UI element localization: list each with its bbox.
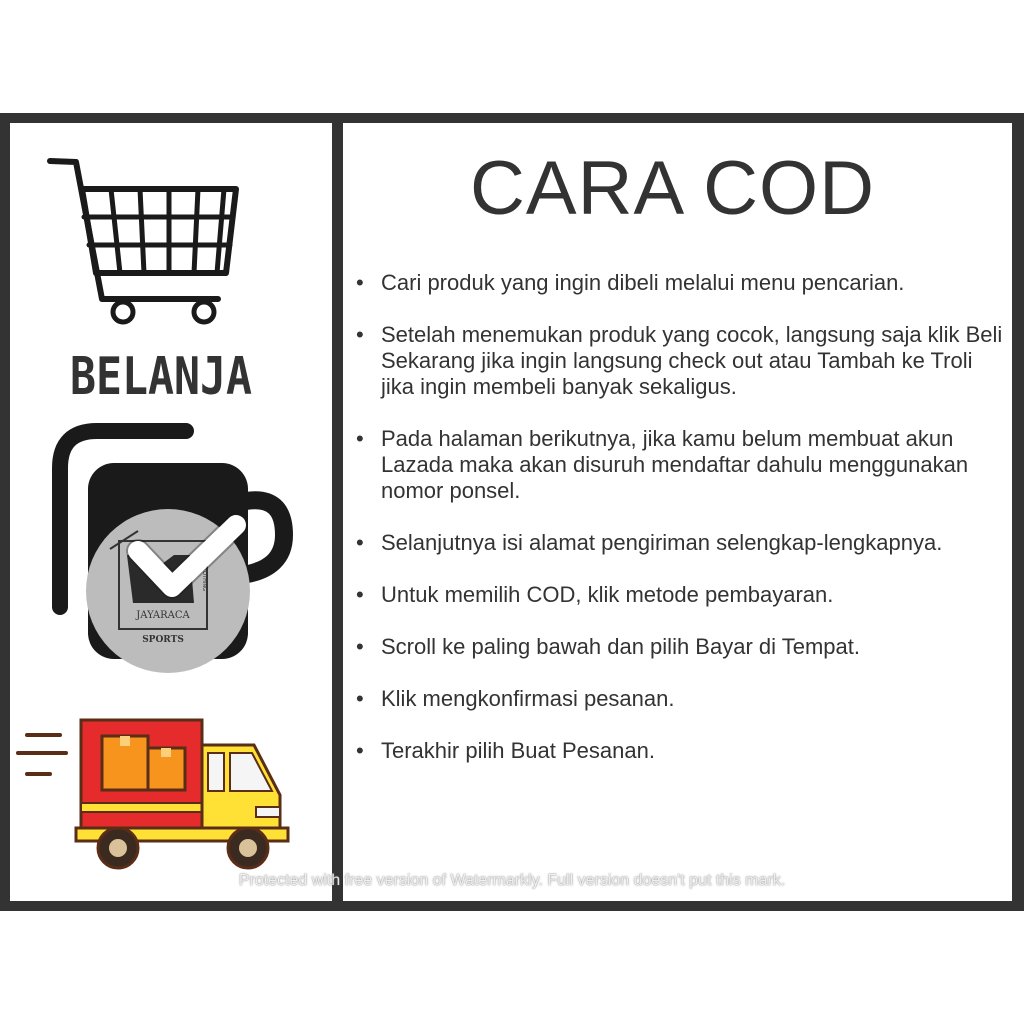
logo-side-text: CLOTHING <box>201 565 207 591</box>
logo-line1: JAYARACA <box>136 610 190 621</box>
list-item: • Selanjutnya isi alamat pengiriman selengkap-lengkapnya. <box>354 530 1004 556</box>
panel-divider <box>332 123 343 901</box>
list-item: • Setelah menemukan produk yang cocok, langsung saja klik Beli Sekarang jika ingin langsung check out atau Tambah ke Troli jika ingin membeli banyak sekaligus. <box>354 322 1004 400</box>
list-item: • Pada halaman berikutnya, jika kamu belum membuat akun Lazada maka akan disuruh mendaftar dahulu menggunakan nomor ponsel. <box>354 426 1004 504</box>
cod-steps-list <box>354 270 1004 790</box>
watermark-text: Protected with free version of Watermarkly. Full version doesn't put this mark. <box>238 872 786 889</box>
list-item: • Terakhir pilih Buat Pesanan. <box>354 738 1004 764</box>
info-card <box>0 113 1024 911</box>
logo-line2: SPORTS <box>142 635 184 645</box>
shopping-cart-icon <box>50 161 236 322</box>
list-item: • Klik mengkonfirmasi pesanan. <box>354 686 1004 712</box>
checklist-icon <box>60 431 284 673</box>
page-title: CARA COD <box>470 146 875 231</box>
list-item: • Scroll ke paling bawah dan pilih Bayar di Tempat. <box>354 634 1004 660</box>
list-item: • Cari produk yang ingin dibeli melalui menu pencarian. <box>354 270 1004 296</box>
belanja-label: BELANJA <box>70 347 252 407</box>
list-item: • Untuk memilih COD, klik metode pembayaran. <box>354 582 1004 608</box>
left-illustration-panel <box>10 123 332 901</box>
delivery-truck-icon <box>18 720 288 868</box>
